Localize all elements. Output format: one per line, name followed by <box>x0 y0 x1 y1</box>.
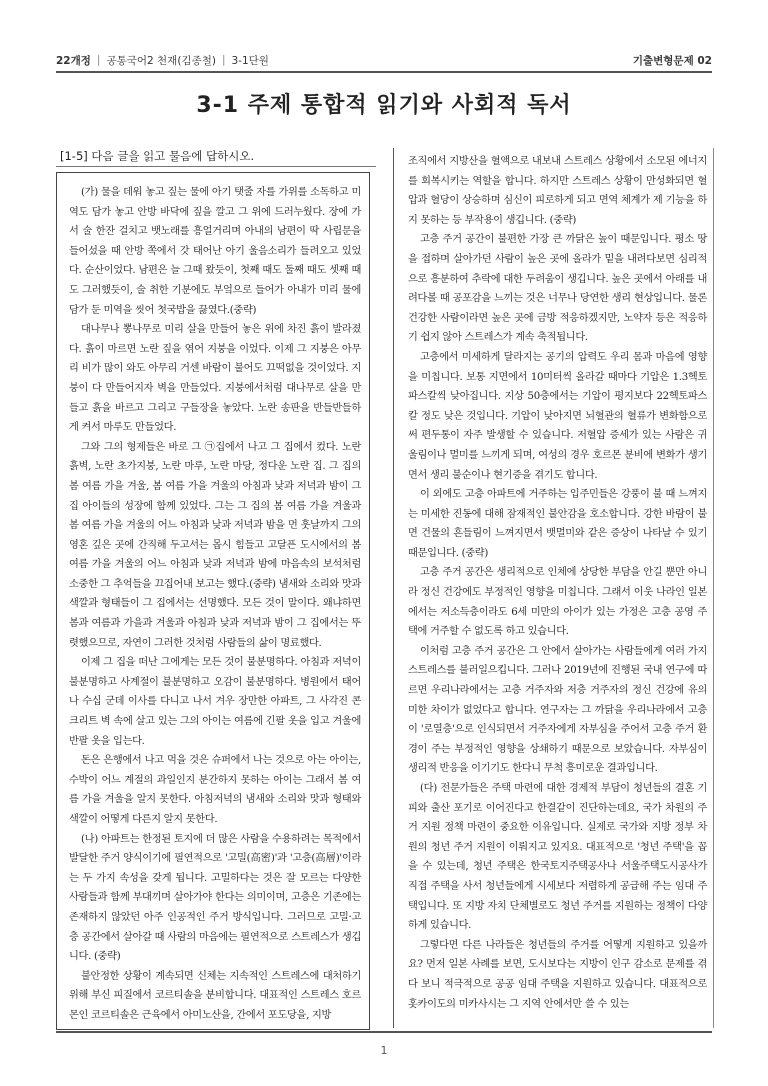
curriculum-label: 22개정 <box>56 54 91 67</box>
passage-paragraph: 고층 주거 공간이 불편한 가장 큰 까닭은 높이 때문입니다. 평소 땅을 접하며 살아가던 사람이 높은 곳에 올라가 밑을 내려다보면 심리적으로 흥분하여 추락에 대한 두려움이 생깁니다. 높은 곳에서 아래를 내려다볼 때 공포감을 느끼는 것은 너무나 당연한 생리 현상입니다. 물론 건강한 사람이라면 높은 곳에 금방 적응하겠지만, 노약자 등은 적응하기 쉽지 않아 스트레스가 계속 축적됩니다. <box>408 234 707 344</box>
page-title: 3-1 주제 통합적 읽기와 사회적 독서 <box>196 93 572 118</box>
passage-paragraph: 이처럼 고층 주거 공간은 그 안에서 살아가는 사람들에게 여러 가지 스트레스를 불러일으킵니다. 그러나 2019년에 진행된 국내 연구에 따르면 우리나라에서는 고층 거주자와 저층 거주자의 정신 건강에 유의미한 차이가 없었다고 합니다. 연구자는 그 까닭을 우리나라에서 고층이 '로열층'으로 인식되면서 거주자에게 자부심을 주어서 고층 주거 환경이 주는 부정적인 영향을 상쇄하기 때문으로 보았습니다. 자부심이 생리적 반응을 이기기도 한다니 무척 흥미로운 결과입니다. <box>408 645 707 775</box>
passage-paragraph: 이 외에도 고층 아파트에 거주하는 입주민들은 강풍이 불 때 느껴지는 미세한 진동에 대해 잠재적인 불안감을 호소합니다. 강한 바람이 불면 건물의 흔들림이 느껴지면서 뱃멀미와 같은 증상이 나타날 수 있기 때문입니다. (중략) <box>408 489 707 559</box>
passage-paragraph: 그렇다면 다른 나라들은 청년들의 주거를 어떻게 지원하고 있을까요? 먼저 일본 사례를 보면, 도시보다는 지방이 인구 감소로 문제를 겪다 보니 적극적으로 공공 임대 주택을 지원하고 있습니다. 대표적으로 홋카이도의 미카사시는 그 지역 안에서만 쓸 수 있는 <box>408 939 707 1010</box>
passage-paragraph: (나) 아파트는 한정된 토지에 더 많은 사람을 수용하려는 목적에서 발달한 주거 양식이기에 필연적으로 '고밀(高密)'과 '고층(高層)'이라는 두 가지 속성을 갖게 됩니다. 고밀하다는 것은 잘 모르는 다양한 사람들과 함께 부대끼며 살아가야 한다는 의미이며, 고층은 기존에는 존재하지 않았던 아주 인공적인 주거 방식입니다. 그러므로 고밀·고층 공간에서 살아갈 때 사람의 마음에는 필연적으로 스트레스가 생깁니다. (중략) <box>69 833 361 963</box>
unit-label: 3-1단원 <box>231 54 269 67</box>
passage-paragraph: 이제 그 집을 떠난 그에게는 모든 것이 불분명하다. 아침과 저녁이 불분명하고 사계절이 불분명하고 오감이 불분명하다. 병원에서 태어나 수십 군데 이사를 다니고 나서 겨우 장만한 아파트, 그 사각진 콘크리트 벽 속에 살고 있는 그의 아이는 여름에 긴팔 옷을 입고 겨울에 반팔 옷을 입는다. <box>69 657 361 747</box>
passage-paragraph: 돈은 은행에서 나고 먹을 것은 슈퍼에서 나는 것으로 아는 아이는, 수박이 어느 계절의 과일인지 분간하지 못하는 아이는 그래서 봄 여름 가을 겨울을 알지 못한다. 아침저녁의 냄새와 소리와 맛과 형태와 색깔이 어떻게 다른지 알지 못한다. <box>69 755 361 825</box>
page-header <box>56 50 712 70</box>
instruction-underline <box>56 166 376 167</box>
header-meta <box>56 53 269 68</box>
passage-paragraph: 대나무나 뽕나무로 미리 살을 만들어 놓은 위에 차진 흙이 발라졌다. 흙이 마르면 노란 짚을 엮어 지붕을 이었다. 이제 그 지붕은 아무리 비가 많이 와도 아무리 거센 바람이 불어도 끄떡없을 것이었다. 지붕이 다 만들어지자 벽을 만들었다. 지붕에서처럼 대나무로 살을 만들고 흙을 바르고 그리고 구들장을 놓았다. 노란 송판을 반들반들하게 켜서 마루도 만들었다. <box>69 324 361 434</box>
textbook-label: 공통국어2 천재(김종철) <box>106 54 216 67</box>
passage-paragraph: 그와 그의 형제들은 바로 그 ㉠집에서 나고 그 집에서 컸다. 노란 흙벽, 노란 초가지붕, 노란 마루, 노란 마당, 정다운 노란 집. 그 집의 봄 여름 가을 겨울, 봄 여름 가을 겨울의 아침과 낮과 저녁과 밤이 그 집 아이들의 성장에 함께 있었다. 그는 그 집의 봄 여름 가을 겨울과 봄 여름 가을 겨울의 어느 아침과 낮과 저녁과 밤을 먼 훗날까지 그의 영혼 깊은 곳에 간직해 두고서는 몹시 힘들고 고달픈 도시에서의 봄 여름 가을 겨울의 어느 아침과 낮과 저녁과 밤에 마음속의 보석처럼 소중한 그 추억들을 끄집어내 보고는 했다.(중략) 냄새와 소리와 맛과 색깔과 형태들이 그 집에서는 선명했다. 모든 것이 말이다. 왜냐하면 봄과 여름과 가을과 겨울과 아침과 낮과 저녁과 밤이 그 집에서는 뚜렷했으므로, 자연이 그러한 것처럼 사람들의 삶이 명료했다. <box>69 441 361 649</box>
footer-divider <box>56 1031 712 1033</box>
header-separator: | <box>96 54 101 66</box>
passage-column-right <box>402 148 714 1028</box>
passage-paragraph: (다) 전문가들은 주택 마련에 대한 경제적 부담이 청년들의 결혼 기피와 출산 포기로 이어진다고 한결같이 진단하는데요, 국가 차원의 주거 지원 정책 마련이 중요한 이유입니다. 실제로 국가와 지방 정부 차원의 청년 주거 지원이 이뤄지고 있지요. 대표적으로 '청년 주택'을 꼽을 수 있는데, 청년 주택은 한국토지주택공사나 서울주택도시공사가 직접 주택을 사서 청년들에게 시세보다 저렴하게 공급해 주는 임대 주택입니다. 또 지방 자치 단체별로도 청년 주거를 지원하는 정책이 다양하게 있습니다. <box>408 783 707 932</box>
page-number: 1 <box>380 1044 388 1057</box>
passage-paragraph: 불안정한 상황이 계속되면 신체는 지속적인 스트레스에 대처하기 위해 부신 피질에서 코르티솔을 분비합니다. 대표적인 스트레스 호르몬인 코르티솔은 근육에서 아미노산을, 간에서 포도당을, 지방 <box>69 970 361 1021</box>
passage-paragraph: 고층에서 미세하게 달라지는 공기의 압력도 우리 몸과 마음에 영향을 미칩니다. 보통 지면에서 10미터씩 올라갈 때마다 기압은 1.3헥토파스칼씩 낮아집니다. 지상 50층에서는 기압이 평지보다 22헥토파스칼 정도 낮은 것입니다. 기압이 낮아지면 뇌혈관의 혈류가 변화함으로써 편두통이 자주 발생할 수 있습니다. 저혈압 증세가 있는 사람은 귀울림이나 멀미를 느끼게 되며, 여성의 경우 호르몬 분비에 변화가 생기면서 생리 불순이나 현기증을 겪기도 합니다. <box>408 351 707 481</box>
passage-paragraph: 고층 주거 공간은 생리적으로 인체에 상당한 부담을 안길 뿐만 아니라 정신 건강에도 부정적인 영향을 미칩니다. 그래서 이웃 나라인 일본에서는 저소득층이라도 6세 미만의 아이가 있는 가정은 고층 공영 주택에 거주할 수 없도록 하고 있습니다. <box>408 567 707 638</box>
passage-paragraph: (가) 물을 데워 놓고 짚는 물에 아기 탯줄 자를 가위를 소독하고 미역도 담가 놓고 안방 바닥에 짚을 깔고 그 위에 드러누웠다. 장에 가서 술 한잔 걸치고 뱃노래를 흥얼거리며 아내의 남편이 딱 사립문을 들어섰을 때 안방 쪽에서 갓 태어난 아기 울음소리가 들려오고 있었다. 순산이었다. 남편은 늘 그때 왔듯이, 첫째 때도 둘째 때도 셋째 때도 그러했듯이, 술 취한 기분에도 부엌으로 들어가 아내가 미리 물에 담가 둔 미역을 씻어 첫국밥을 끓였다.(중략) <box>69 187 361 316</box>
header-divider <box>56 71 712 73</box>
passage-paragraph: 조직에서 지방산을 혈액으로 내보내 스트레스 상황에서 소모된 에너지를 회복시키는 역할을 합니다. 하지만 스트레스 상황이 만성화되면 혈압과 혈당이 상승하며 심신이 피로하게 되고 면역 체계가 제 기능을 하지 못하는 등 부작용이 생깁니다. (중략) <box>408 156 707 226</box>
column-divider <box>393 148 394 1028</box>
passage-box-left <box>56 172 370 1030</box>
header-right-label: 기출변형문제 02 <box>632 54 712 67</box>
header-separator: | <box>221 54 226 66</box>
question-instruction: [1-5] 다음 글을 읽고 물음에 답하시오. <box>60 149 255 163</box>
